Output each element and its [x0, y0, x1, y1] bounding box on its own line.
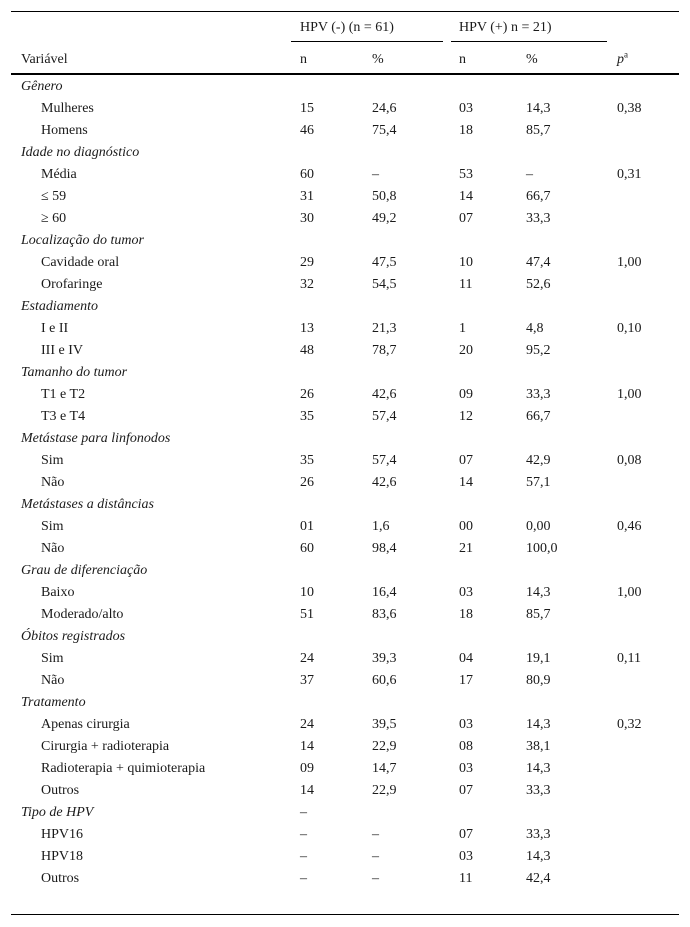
cell-pct-positive: 42,4	[526, 871, 551, 886]
cell-n-positive: 14	[459, 189, 473, 204]
cell-n-negative: 10	[300, 585, 314, 600]
section-label: Estadiamento	[21, 299, 98, 314]
cell-pct-negative: 47,5	[372, 255, 397, 270]
cell-pct-negative: 49,2	[372, 211, 397, 226]
cell-pct-negative: 14,7	[372, 761, 397, 776]
table-row	[11, 780, 679, 802]
cell-n-positive: 07	[459, 827, 473, 842]
cell-pct-positive: 33,3	[526, 827, 551, 842]
cell-n-positive: 21	[459, 541, 473, 556]
table-row	[11, 406, 679, 428]
cell-pct-positive: 85,7	[526, 123, 551, 138]
row-label: Radioterapia + quimioterapia	[41, 761, 206, 776]
cell-n-negative: 35	[300, 409, 314, 424]
section-label: Idade no diagnóstico	[21, 145, 140, 160]
section-row	[11, 802, 679, 824]
table-row	[11, 252, 679, 274]
row-label: Orofaringe	[41, 277, 103, 292]
cell-pct-negative: 78,7	[372, 343, 397, 358]
row-label: ≥ 60	[41, 211, 67, 226]
cell-n-positive: 03	[459, 717, 473, 732]
group-header-hpv-negative: HPV (-) (n = 61)	[300, 20, 394, 35]
group-underline-hpv-positive	[451, 41, 607, 42]
cell-p-value: 0,11	[617, 651, 641, 666]
row-label: Sim	[41, 651, 64, 666]
cell-pct-negative: 42,6	[372, 475, 397, 490]
cell-pct-negative: –	[372, 871, 379, 886]
cell-n-positive: 03	[459, 585, 473, 600]
cell-pct-positive: 95,2	[526, 343, 551, 358]
table-row	[11, 648, 679, 670]
section-label: Localização do tumor	[21, 233, 144, 248]
row-label: Outros	[41, 783, 80, 798]
cell-pct-positive: 100,0	[526, 541, 558, 556]
cell-pct-positive: 14,3	[526, 585, 551, 600]
cell-pct-negative: –	[372, 849, 379, 864]
table-row	[11, 164, 679, 186]
cell-n-positive: 11	[459, 277, 473, 292]
cell-n-negative: 26	[300, 387, 314, 402]
row-label: Outros	[41, 871, 80, 886]
cell-n-negative: 31	[300, 189, 314, 204]
section-label: Óbitos registrados	[21, 629, 126, 644]
cell-p-value: 0,10	[617, 321, 642, 336]
section-label: Metástase para linfonodos	[21, 431, 171, 446]
row-label: Mulheres	[41, 101, 94, 116]
section-row	[11, 362, 679, 384]
table-row	[11, 274, 679, 296]
cell-pct-negative: 57,4	[372, 409, 397, 424]
row-label: T1 e T2	[41, 387, 86, 402]
cell-n-positive: 07	[459, 211, 473, 226]
cell-n-negative: 35	[300, 453, 314, 468]
cell-n-positive: 03	[459, 101, 473, 116]
cell-pct-negative: 24,6	[372, 101, 397, 116]
cell-pct-negative: 39,3	[372, 651, 397, 666]
cell-pct-negative: 50,8	[372, 189, 397, 204]
row-label: Cavidade oral	[41, 255, 120, 270]
row-label: Baixo	[41, 585, 75, 600]
cell-n-negative: 15	[300, 101, 314, 116]
cell-n-positive: 10	[459, 255, 473, 270]
section-label: Metástases a distâncias	[21, 497, 154, 512]
row-label: Homens	[41, 123, 88, 138]
cell-n-negative: 14	[300, 783, 314, 798]
cell-pct-positive: 14,3	[526, 101, 551, 116]
cell-pct-positive: 66,7	[526, 189, 551, 204]
cell-n-negative: –	[300, 871, 307, 886]
row-label: Média	[41, 167, 77, 182]
section-row	[11, 230, 679, 252]
cell-n-positive: 04	[459, 651, 473, 666]
table-header-rule	[11, 73, 679, 75]
cell-pct-negative: 60,6	[372, 673, 397, 688]
cell-pct-negative: 83,6	[372, 607, 397, 622]
section-row	[11, 428, 679, 450]
table-row	[11, 318, 679, 340]
table-row	[11, 516, 679, 538]
row-label: Cirurgia + radioterapia	[41, 739, 170, 754]
cell-pct-positive: 14,3	[526, 717, 551, 732]
section-row	[11, 692, 679, 714]
cell-pct-positive: 47,4	[526, 255, 551, 270]
cell-pct-negative: 57,4	[372, 453, 397, 468]
column-header-pct-negative: %	[372, 52, 384, 67]
cell-pct-positive: 66,7	[526, 409, 551, 424]
section-label: Gênero	[21, 79, 63, 94]
table-top-rule	[11, 11, 679, 12]
section-row	[11, 296, 679, 318]
cell-p-value: 0,32	[617, 717, 642, 732]
p-value-symbol: p	[617, 52, 624, 67]
group-header-hpv-positive: HPV (+) n = 21)	[459, 20, 552, 35]
cell-n-positive: 07	[459, 783, 473, 798]
cell-n-positive: 11	[459, 871, 473, 886]
cell-n-positive: 00	[459, 519, 473, 534]
cell-n-negative: 46	[300, 123, 314, 138]
cell-pct-positive: 57,1	[526, 475, 551, 490]
cell-pct-positive: 33,3	[526, 783, 551, 798]
table-row	[11, 98, 679, 120]
cell-n-negative: –	[300, 849, 307, 864]
table-bottom-rule	[11, 914, 679, 915]
cell-pct-negative: 1,6	[372, 519, 390, 534]
cell-n-negative: 32	[300, 277, 314, 292]
row-label: T3 e T4	[41, 409, 86, 424]
table-row	[11, 120, 679, 142]
cell-pct-negative: 42,6	[372, 387, 397, 402]
cell-pct-negative: 39,5	[372, 717, 397, 732]
cell-pct-positive: 52,6	[526, 277, 551, 292]
table-row	[11, 824, 679, 846]
section-row	[11, 142, 679, 164]
cell-pct-positive: 38,1	[526, 739, 551, 754]
row-label: Sim	[41, 519, 64, 534]
cell-pct-positive: 33,3	[526, 211, 551, 226]
table-row	[11, 582, 679, 604]
table-row	[11, 714, 679, 736]
cell-n-negative: 51	[300, 607, 314, 622]
cell-n-negative: 60	[300, 541, 314, 556]
cell-n-negative: 14	[300, 739, 314, 754]
cell-pct-negative: –	[372, 827, 379, 842]
cell-p-value: 0,31	[617, 167, 642, 182]
cell-pct-negative: 21,3	[372, 321, 397, 336]
row-label: ≤ 59	[41, 189, 67, 204]
table-row	[11, 868, 679, 890]
row-label: Não	[41, 541, 65, 556]
row-label: Não	[41, 673, 65, 688]
cell-n-positive: 17	[459, 673, 473, 688]
table-row	[11, 604, 679, 626]
cell-n-negative: 09	[300, 761, 314, 776]
p-value-footnote-mark: a	[624, 49, 628, 60]
cell-n-negative: –	[300, 805, 307, 820]
cell-n-negative: 01	[300, 519, 314, 534]
cell-n-negative: –	[300, 827, 307, 842]
row-label: Apenas cirurgia	[41, 717, 130, 732]
table-row	[11, 736, 679, 758]
cell-p-value: 1,00	[617, 387, 642, 402]
cell-p-value: 0,08	[617, 453, 642, 468]
cell-p-value: 0,38	[617, 101, 642, 116]
cell-pct-positive: 14,3	[526, 849, 551, 864]
section-label: Tipo de HPV	[21, 805, 94, 820]
cell-pct-positive: 0,00	[526, 519, 551, 534]
cell-pct-positive: –	[526, 167, 533, 182]
cell-n-negative: 24	[300, 651, 314, 666]
cell-n-positive: 08	[459, 739, 473, 754]
cell-p-value: 1,00	[617, 255, 642, 270]
row-label: HPV16	[41, 827, 84, 842]
cell-n-negative: 37	[300, 673, 314, 688]
cell-n-positive: 14	[459, 475, 473, 490]
section-row	[11, 494, 679, 516]
column-header-n-positive: n	[459, 52, 466, 67]
column-header-variable: Variável	[21, 52, 68, 67]
cell-n-negative: 26	[300, 475, 314, 490]
cell-n-negative: 24	[300, 717, 314, 732]
cell-n-positive: 07	[459, 453, 473, 468]
table-row	[11, 846, 679, 868]
table-row	[11, 186, 679, 208]
table-row	[11, 384, 679, 406]
cell-n-negative: 60	[300, 167, 314, 182]
cell-pct-negative: 22,9	[372, 783, 397, 798]
cell-pct-negative: 98,4	[372, 541, 397, 556]
section-row	[11, 76, 679, 98]
section-row	[11, 560, 679, 582]
cell-n-positive: 03	[459, 849, 473, 864]
cell-p-value: 1,00	[617, 585, 642, 600]
cell-pct-negative: 54,5	[372, 277, 397, 292]
cell-pct-positive: 85,7	[526, 607, 551, 622]
column-header-pct-positive: %	[526, 52, 538, 67]
column-header-p-value	[617, 51, 628, 69]
cell-n-positive: 12	[459, 409, 473, 424]
cell-n-negative: 48	[300, 343, 314, 358]
section-label: Grau de diferenciação	[21, 563, 148, 578]
table-row	[11, 450, 679, 472]
table-row	[11, 208, 679, 230]
cell-pct-negative: 75,4	[372, 123, 397, 138]
table-row	[11, 538, 679, 560]
cell-p-value: 0,46	[617, 519, 642, 534]
row-label: III e IV	[41, 343, 83, 358]
cell-n-negative: 30	[300, 211, 314, 226]
table-row	[11, 758, 679, 780]
cell-n-positive: 1	[459, 321, 466, 336]
cell-n-positive: 03	[459, 761, 473, 776]
section-label: Tamanho do tumor	[21, 365, 128, 380]
cell-n-negative: 29	[300, 255, 314, 270]
cell-n-negative: 13	[300, 321, 314, 336]
cell-pct-negative: –	[372, 167, 379, 182]
cell-pct-negative: 22,9	[372, 739, 397, 754]
group-underline-hpv-negative	[291, 41, 443, 42]
cell-pct-positive: 80,9	[526, 673, 551, 688]
cell-n-positive: 18	[459, 123, 473, 138]
column-header-n-negative: n	[300, 52, 307, 67]
cell-n-positive: 53	[459, 167, 473, 182]
row-label: HPV18	[41, 849, 84, 864]
cell-pct-positive: 19,1	[526, 651, 551, 666]
row-label: I e II	[41, 321, 69, 336]
row-label: Não	[41, 475, 65, 490]
cell-pct-positive: 42,9	[526, 453, 551, 468]
cell-n-positive: 20	[459, 343, 473, 358]
row-label: Moderado/alto	[41, 607, 124, 622]
cell-n-positive: 18	[459, 607, 473, 622]
cell-pct-negative: 16,4	[372, 585, 397, 600]
table-row	[11, 472, 679, 494]
table-row	[11, 340, 679, 362]
section-row	[11, 626, 679, 648]
row-label: Sim	[41, 453, 64, 468]
section-label: Tratamento	[21, 695, 86, 710]
cell-pct-positive: 4,8	[526, 321, 544, 336]
cell-pct-positive: 33,3	[526, 387, 551, 402]
cell-pct-positive: 14,3	[526, 761, 551, 776]
table-row	[11, 670, 679, 692]
cell-n-positive: 09	[459, 387, 473, 402]
